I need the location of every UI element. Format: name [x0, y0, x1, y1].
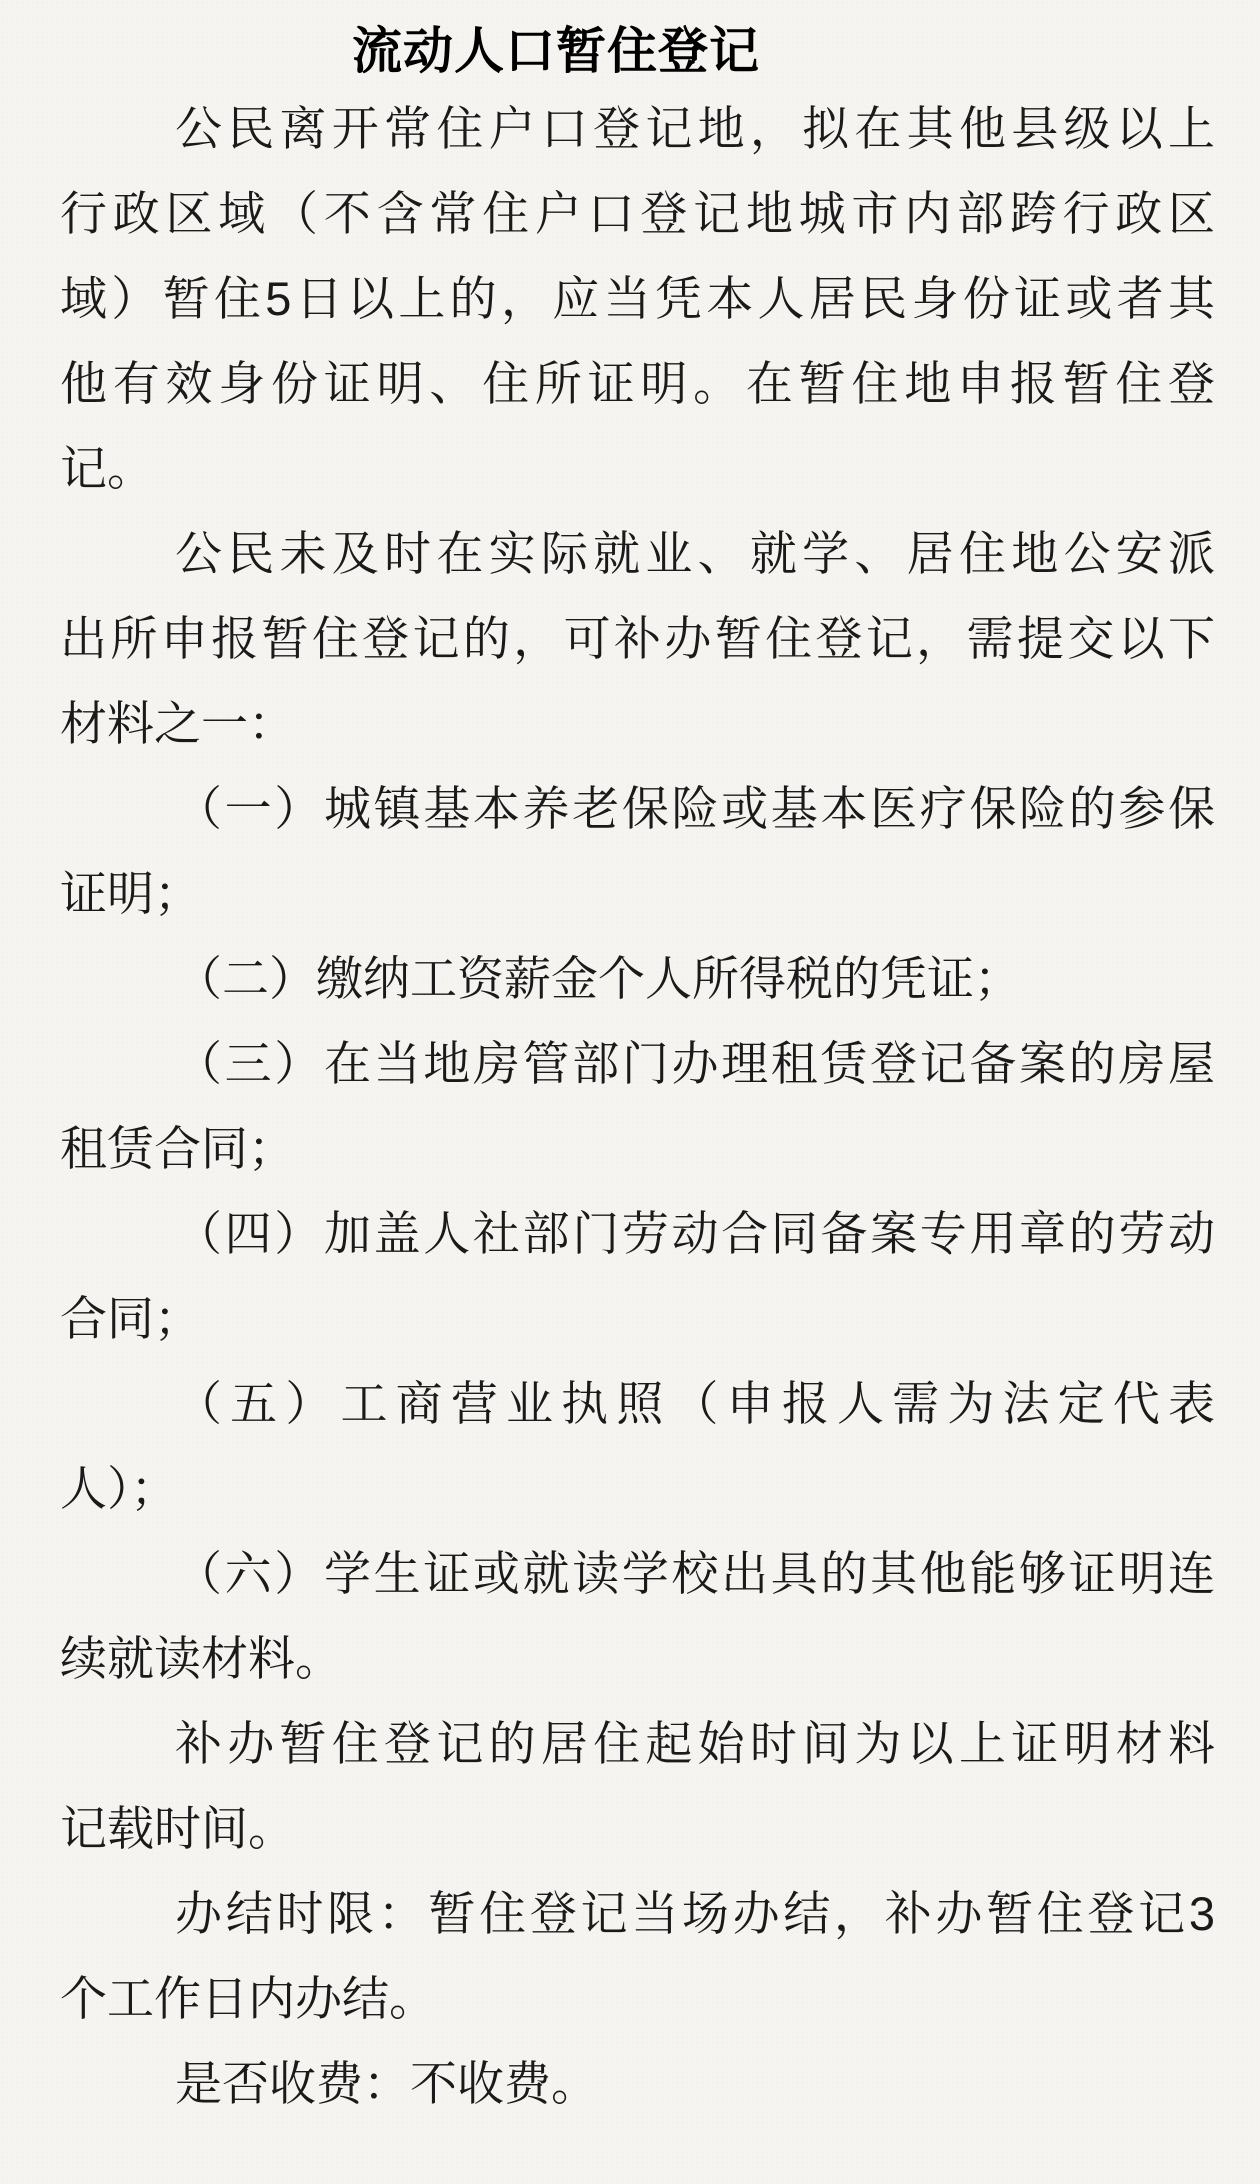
document-body	[60, 16, 1215, 2126]
text-line: 出所申报暂住登记的，可补办暂住登记，需提交以下	[60, 612, 1215, 665]
text-line: 材料之一：	[60, 697, 295, 750]
text-line: （五）工商营业执照（申报人需为法定代表	[175, 1377, 1215, 1430]
text-line: 补办暂住登记的居住起始时间为以上证明材料	[175, 1717, 1215, 1770]
text-line: （一）城镇基本养老保险或基本医疗保险的参保	[175, 782, 1215, 835]
text-line: 公民离开常住户口登记地，拟在其他县级以上	[175, 102, 1215, 155]
text-line: （六）学生证或就读学校出具的其他能够证明连	[175, 1547, 1215, 1600]
text-line: 证明；	[60, 867, 201, 920]
text-line: 记载时间。	[60, 1802, 295, 1855]
document-title: 流动人口暂住登记	[352, 23, 760, 79]
text-line: 续就读材料。	[60, 1632, 342, 1685]
text-line: 域）暂住5日以上的，应当凭本人居民身份证或者其	[60, 272, 1215, 325]
text-line: 是否收费：不收费。	[175, 2057, 598, 2110]
text-line: 个工作日内办结。	[60, 1972, 436, 2025]
text-line: 办结时限：暂住登记当场办结，补办暂住登记3	[175, 1887, 1215, 1940]
text-line: （三）在当地房管部门办理租赁登记备案的房屋	[175, 1037, 1215, 1090]
text-line: 租赁合同；	[60, 1122, 295, 1175]
text-line: 公民未及时在实际就业、就学、居住地公安派	[175, 527, 1215, 580]
text-line: 行政区域（不含常住户口登记地城市内部跨行政区	[60, 187, 1215, 240]
text-line: 他有效身份证明、住所证明。在暂住地申报暂住登	[60, 357, 1215, 410]
text-line: 合同；	[60, 1292, 201, 1345]
text-line: （二）缴纳工资薪金个人所得税的凭证；	[175, 952, 1021, 1005]
text-line: 记。	[60, 442, 154, 495]
text-line: 人）；	[60, 1462, 178, 1515]
text-line: （四）加盖人社部门劳动合同备案专用章的劳动	[175, 1207, 1215, 1260]
